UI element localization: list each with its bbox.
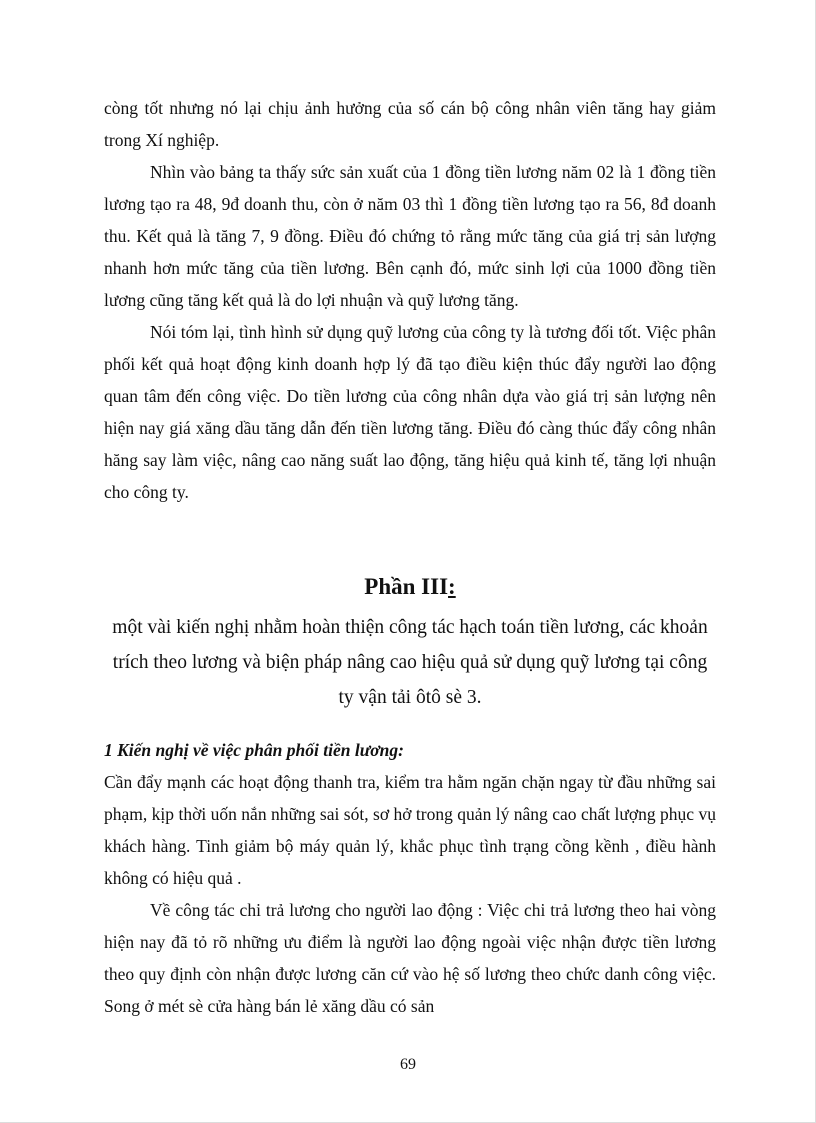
paragraph-3: Nói tóm lại, tình hình sử dụng quỹ lương của công ty là tương đối tốt. Việc phân phối kết quả hoạt động kinh doanh hợp lý đã tạo điều kiện thúc đẩy người lao động quan tâm đến công việc. Do tiền lương của công nhân dựa vào giá trị sản lượng nên hiện nay giá xăng dầu tăng dẫn đến tiền lương tăng. Điều đó càng thúc đẩy công nhân hăng say làm việc, nâng cao năng suất lao động, tăng hiệu quả kinh tế, tăng lợi nhuận cho công ty.: [104, 322, 716, 502]
section-heading: 1 Kiến nghị về việc phân phối tiền lương:: [104, 740, 404, 760]
section-1: [104, 734, 716, 1022]
part-subtitle: một vài kiến nghị nhằm hoàn thiện công tác hạch toán tiền lương, các khoản trích theo lương và biện pháp nâng cao hiệu quả sử dụng quỹ lương tại công ty vận tải ôtô sè 3.: [112, 617, 708, 708]
body-text: [104, 92, 716, 508]
part-title-colon: :: [448, 574, 456, 599]
page-number: 69: [400, 1056, 416, 1073]
section-paragraph-2: Về công tác chi trả lương cho người lao động : Việc chi trả lương theo hai vòng hiện nay đã tỏ rõ những ưu điểm là người lao động ngoài việc nhận được tiền lương theo quy định còn nhận được lương căn cứ vào hệ số lương theo chức danh công việc. Song ở mét sè cửa hàng bán lẻ xăng dầu có sản: [104, 900, 716, 1016]
part-heading: [104, 570, 716, 715]
section-paragraph-1: Cần đẩy mạnh các hoạt động thanh tra, kiểm tra hằm ngăn chặn ngay từ đầu những sai phạm, kịp thời uốn nắn những sai sót, sơ hở trong quản lý nâng cao chất lượng phục vụ khách hàng. Tinh giảm bộ máy quản lý, khắc phục tình trạng cồng kềnh , điều hành không có hiệu quả .: [104, 772, 716, 888]
paragraph-1: còng tốt nhưng nó lại chịu ảnh hưởng của số cán bộ công nhân viên tăng hay giảm trong Xí nghiệp.: [104, 98, 716, 150]
part-title: [104, 570, 716, 604]
paragraph-2: Nhìn vào bảng ta thấy sức sản xuất của 1 đồng tiền lương năm 02 là 1 đồng tiền lương tạo ra 48, 9đ doanh thu, còn ở năm 03 thì 1 đồng tiền lương tạo ra 56, 8đ doanh thu. Kết quả là tăng 7, 9 đồng. Điều đó chứng tỏ rằng mức tăng của giá trị sản lượng nhanh hơn mức tăng của tiền lương. Bên cạnh đó, mức sinh lợi của 1000 đồng tiền lương cũng tăng kết quả là do lợi nhuận và quỹ lương tăng.: [104, 162, 716, 310]
part-title-text: Phần III: [364, 574, 449, 599]
